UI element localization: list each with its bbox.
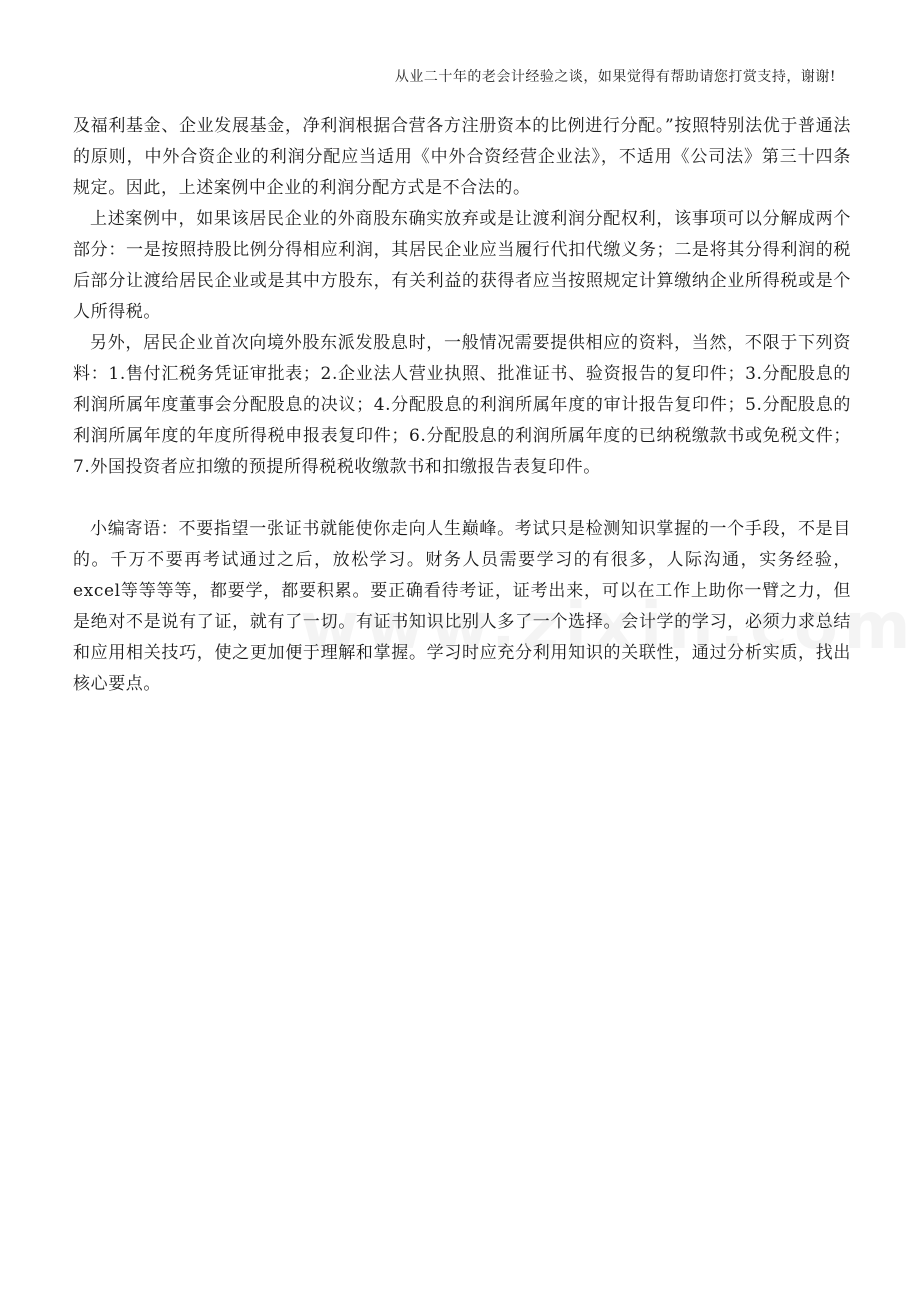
paragraph-case-analysis: 上述案例中，如果该居民企业的外商股东确实放弃或是让渡利润分配权利，该事项可以分解成两个部分：一是按照持股比例分得相应利润，其居民企业应当履行代扣代缴义务；二是将其分得利润的税后部分让渡给居民企业或是其中方股东，有关利益的获得者应当按照规定计算缴纳企业所得税或是个人所得税。 — [73, 209, 851, 322]
paragraph-required-documents: 另外，居民企业首次向境外股东派发股息时，一般情况需要提供相应的资料，当然，不限于下列资料：1.售付汇税务凭证审批表；2.企业法人营业执照、批准证书、验资报告的复印件；3.分配股息的利润所属年度董事会分配股息的决议；4.分配股息的利润所属年度的审计报告复印件；5.分配股息的利润所属年度的年度所得税申报表复印件；6.分配股息的利润所属年度的已纳税缴款书或免税文件；7.外国投资者应扣缴的预提所得税税收缴款书和扣缴报告表复印件。 — [73, 333, 851, 477]
paragraph-profit-distribution: 及福利基金、企业发展基金，净利润根据合营各方注册资本的比例进行分配。”按照特别法优于普通法的原则，中外合资企业的利润分配应当适用《中外合资经营企业法》，不适用《公司法》第三十四条规定。因此，上述案例中企业的利润分配方式是不合法的。 — [73, 116, 851, 198]
paragraph-editor-note: 小编寄语：不要指望一张证书就能使你走向人生巅峰。考试只是检测知识掌握的一个手段，不是目的。千万不要再考试通过之后，放松学习。财务人员需要学习的有很多，人际沟通，实务经验，excel等等等等，都要学，都要积累。要正确看待考证，证考出来，可以在工作上助你一臂之力，但是绝对不是说有了证，就有了一切。有证书知识比别人多了一个选择。会计学的学习，必须力求总结和应用相关技巧，使之更加便于理解和掌握。学习时应充分利用知识的关联性，通过分析实质，找出核心要点。 — [73, 519, 851, 694]
document-body — [73, 111, 851, 700]
header-note: 从业二十年的老会计经验之谈，如果觉得有帮助请您打赏支持，谢谢! — [394, 69, 836, 85]
